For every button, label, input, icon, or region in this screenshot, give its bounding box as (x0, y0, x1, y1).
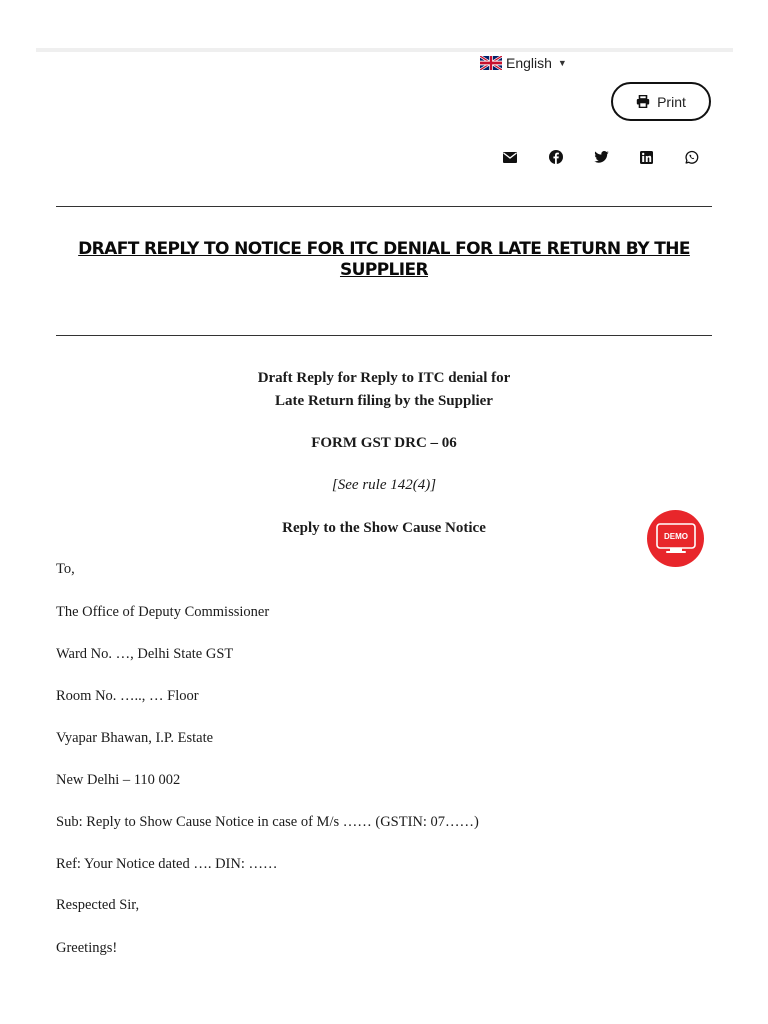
address-line: New Delhi – 110 002 (56, 772, 181, 788)
print-button[interactable] (611, 82, 711, 121)
demo-button[interactable] (647, 510, 704, 567)
header-divider (36, 48, 733, 52)
reference-line: Ref: Your Notice dated …. DIN: …… (56, 856, 278, 872)
address-line: Vyapar Bhawan, I.P. Estate (56, 730, 214, 746)
share-whatsapp-button[interactable] (682, 148, 700, 166)
demo-label: DEMO (663, 531, 688, 541)
print-label: Print (657, 93, 686, 110)
article-title: DRAFT REPLY TO NOTICE FOR ITC DENIAL FOR LATE RETURN BY THE SUPPLIER (78, 239, 690, 280)
linkedin-icon (640, 151, 653, 164)
share-linkedin-button[interactable] (637, 148, 655, 166)
caret-down-icon: ▼ (557, 58, 567, 68)
salutation-to: To, (56, 561, 75, 577)
address-line: Room No. ….., … Floor (56, 688, 199, 704)
document-subtitle: Reply to the Show Cause Notice (282, 520, 486, 536)
section-divider-bottom (56, 335, 712, 336)
form-name: FORM GST DRC – 06 (311, 435, 457, 451)
greeting-line: Respected Sir, (56, 897, 140, 913)
facebook-icon (549, 150, 563, 164)
whatsapp-icon (684, 150, 699, 165)
email-icon (503, 152, 517, 163)
section-divider-top (56, 206, 712, 207)
demo-monitor-icon (656, 522, 696, 556)
subject-line: Sub: Reply to Show Cause Notice in case of M/s …… (GSTIN: 07……) (56, 814, 479, 830)
greeting-line: Greetings! (56, 940, 118, 956)
printer-icon (636, 95, 650, 108)
document-heading-line2: Late Return filing by the Supplier (275, 393, 493, 409)
document-heading-line1: Draft Reply for Reply to ITC denial for (257, 370, 511, 386)
address-line: Ward No. …, Delhi State GST (56, 646, 234, 662)
language-selector[interactable] (480, 53, 567, 73)
rule-reference: [See rule 142(4)] (331, 477, 437, 493)
share-facebook-button[interactable] (547, 148, 565, 166)
uk-flag-icon (480, 56, 502, 70)
address-line: The Office of Deputy Commissioner (56, 604, 270, 620)
twitter-icon (594, 151, 609, 163)
share-twitter-button[interactable] (592, 148, 610, 166)
language-label: English (506, 55, 552, 71)
share-email-button[interactable] (501, 148, 519, 166)
